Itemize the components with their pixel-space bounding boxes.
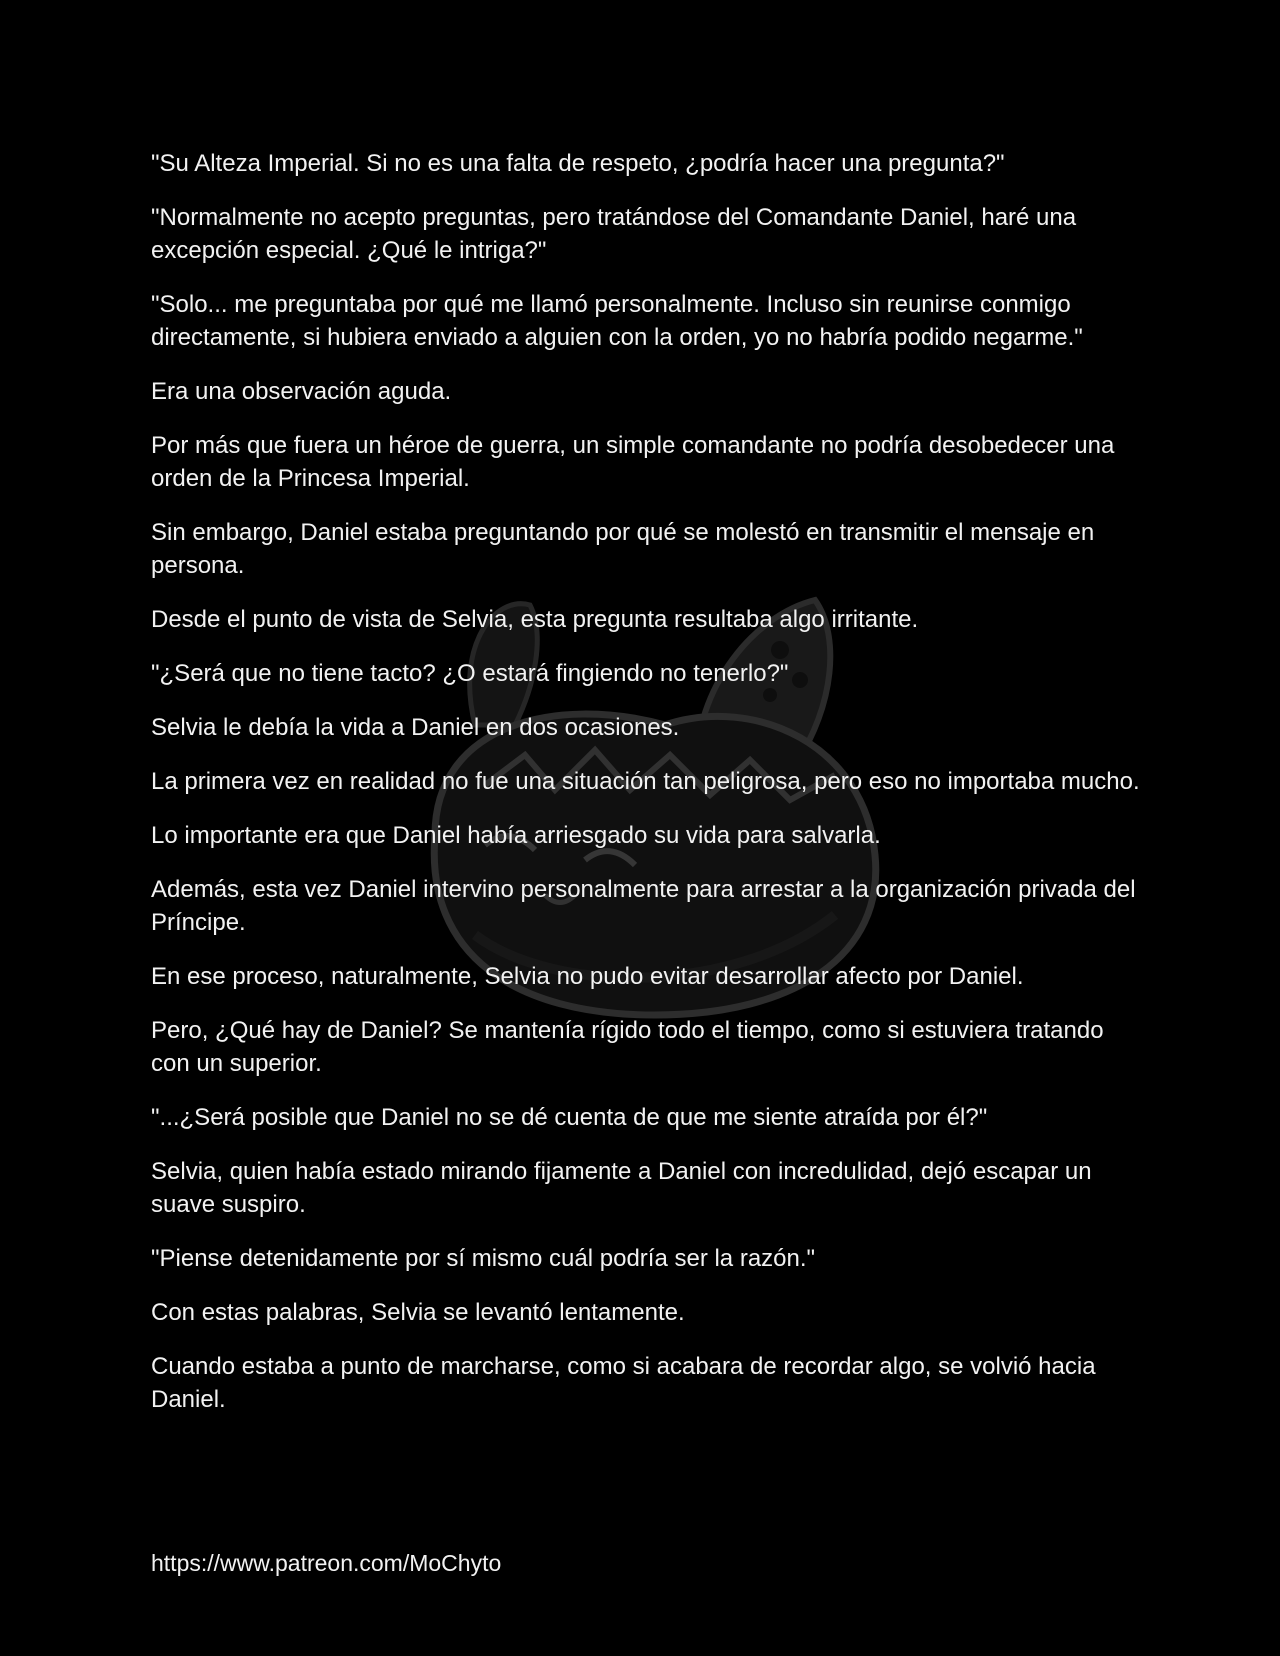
paragraph: En ese proceso, naturalmente, Selvia no pudo evitar desarrollar afecto por Daniel. — [151, 963, 1024, 990]
paragraph: La primera vez en realidad no fue una situación tan peligrosa, pero eso no importaba mucho. — [151, 768, 1140, 795]
document-body — [151, 147, 1141, 1437]
paragraph: Era una observación aguda. — [151, 378, 452, 405]
paragraph: Pero, ¿Qué hay de Daniel? Se mantenía rígido todo el tiempo, como si estuviera tratando con un superior. — [151, 1017, 1104, 1077]
paragraph: Además, esta vez Daniel intervino personalmente para arrestar a la organización privada del Príncipe. — [151, 876, 1136, 936]
paragraph: Selvia, quien había estado mirando fijamente a Daniel con incredulidad, dejó escapar un suave suspiro. — [151, 1158, 1092, 1218]
paragraph: "Normalmente no acepto preguntas, pero tratándose del Comandante Daniel, haré una excepción especial. ¿Qué le intriga?" — [151, 204, 1077, 264]
paragraph: "...¿Será posible que Daniel no se dé cuenta de que me siente atraída por él?" — [151, 1104, 988, 1131]
paragraph: Con estas palabras, Selvia se levantó lentamente. — [151, 1299, 685, 1326]
paragraph: "¿Será que no tiene tacto? ¿O estará fingiendo no tenerlo?" — [151, 660, 789, 687]
paragraph: Cuando estaba a punto de marcharse, como si acabara de recordar algo, se volvió hacia Daniel. — [151, 1353, 1096, 1413]
paragraph: Selvia le debía la vida a Daniel en dos ocasiones. — [151, 714, 680, 741]
patreon-link[interactable]: https://www.patreon.com/MoChyto — [151, 1550, 502, 1576]
paragraph: "Piense detenidamente por sí mismo cuál podría ser la razón." — [151, 1245, 816, 1272]
paragraph: "Su Alteza Imperial. Si no es una falta de respeto, ¿podría hacer una pregunta?" — [151, 150, 1005, 177]
paragraph: Desde el punto de vista de Selvia, esta pregunta resultaba algo irritante. — [151, 606, 919, 633]
paragraph: Lo importante era que Daniel había arriesgado su vida para salvarla. — [151, 822, 881, 849]
paragraph: Sin embargo, Daniel estaba preguntando por qué se molestó en transmitir el mensaje en persona. — [151, 519, 1095, 579]
paragraph: Por más que fuera un héroe de guerra, un simple comandante no podría desobedecer una orden de la Princesa Imperial. — [151, 432, 1115, 492]
paragraph: "Solo... me preguntaba por qué me llamó personalmente. Incluso sin reunirse conmigo directamente, si hubiera enviado a alguien con la orden, yo no habría podido negarme." — [151, 291, 1083, 351]
